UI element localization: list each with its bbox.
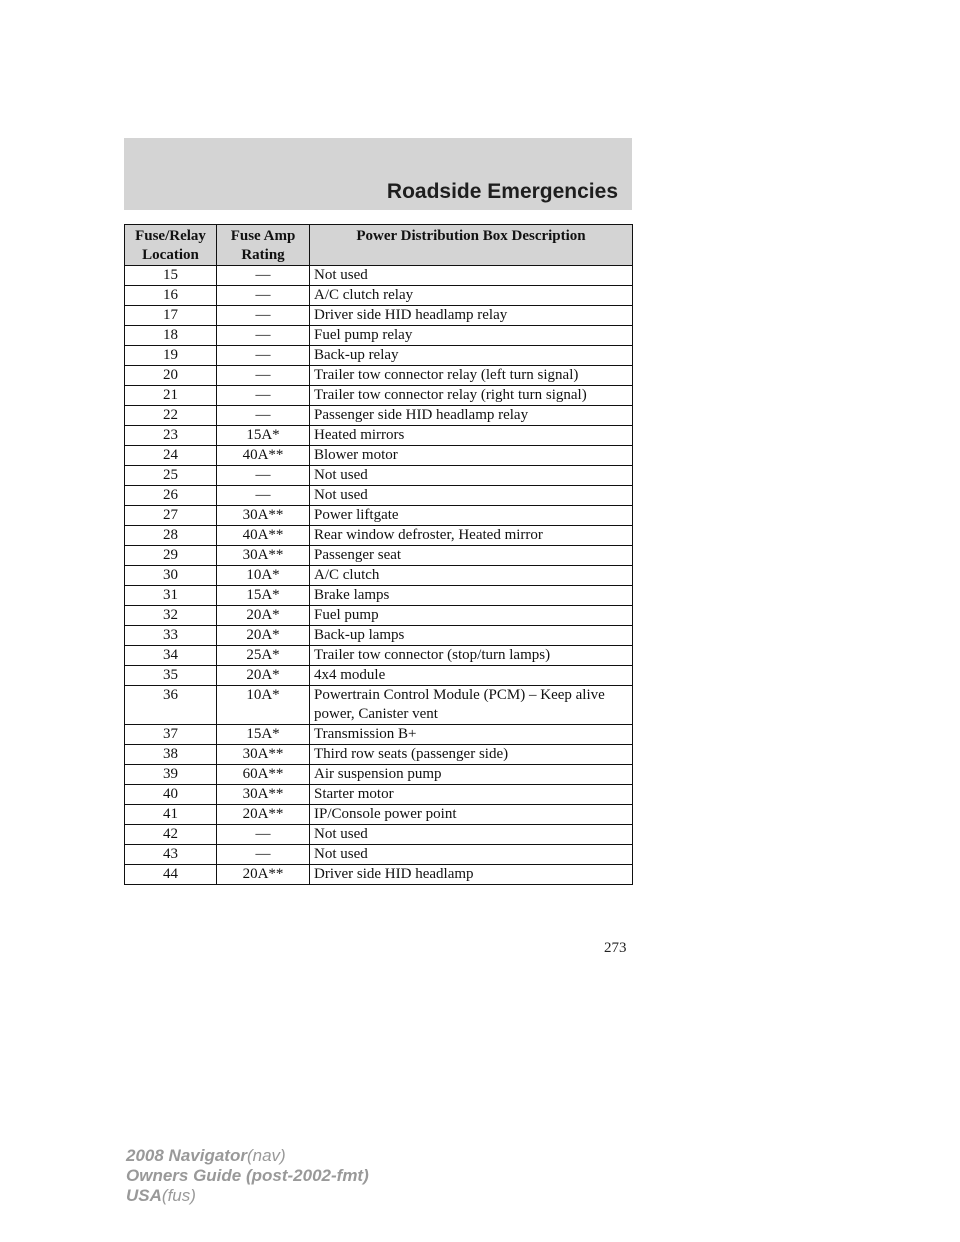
cell-amp-rating: 30A** (217, 546, 310, 566)
footer-line-1 (126, 1146, 369, 1166)
cell-location: 40 (125, 785, 217, 805)
cell-description: Trailer tow connector relay (left turn signal) (310, 366, 633, 386)
cell-description: Trailer tow connector (stop/turn lamps) (310, 646, 633, 666)
cell-amp-rating: 20A* (217, 606, 310, 626)
cell-location: 22 (125, 406, 217, 426)
table-row (125, 386, 633, 406)
cell-amp-rating: — (217, 366, 310, 386)
cell-location: 44 (125, 865, 217, 885)
cell-location: 43 (125, 845, 217, 865)
cell-location: 23 (125, 426, 217, 446)
cell-location: 27 (125, 506, 217, 526)
table-row (125, 406, 633, 426)
cell-description: Passenger seat (310, 546, 633, 566)
cell-location: 16 (125, 286, 217, 306)
column-header-amp: Fuse Amp Rating (217, 225, 310, 266)
cell-location: 18 (125, 326, 217, 346)
cell-description: Driver side HID headlamp relay (310, 306, 633, 326)
cell-location: 30 (125, 566, 217, 586)
cell-location: 32 (125, 606, 217, 626)
footer-market-code: (fus) (161, 1186, 196, 1205)
cell-description: Not used (310, 486, 633, 506)
cell-location: 20 (125, 366, 217, 386)
cell-location: 28 (125, 526, 217, 546)
cell-location: 41 (125, 805, 217, 825)
cell-description: Not used (310, 266, 633, 286)
cell-description: Driver side HID headlamp (310, 865, 633, 885)
cell-amp-rating: — (217, 286, 310, 306)
table-header-row (125, 225, 633, 266)
cell-amp-rating: 10A* (217, 686, 310, 725)
cell-amp-rating: — (217, 386, 310, 406)
cell-description: Back-up lamps (310, 626, 633, 646)
cell-description: Starter motor (310, 785, 633, 805)
cell-amp-rating: 20A* (217, 626, 310, 646)
cell-location: 42 (125, 825, 217, 845)
table-row (125, 586, 633, 606)
cell-amp-rating: — (217, 486, 310, 506)
cell-amp-rating: 30A** (217, 745, 310, 765)
table-row (125, 466, 633, 486)
cell-location: 31 (125, 586, 217, 606)
document-footer (126, 1146, 369, 1206)
table-row (125, 805, 633, 825)
cell-location: 39 (125, 765, 217, 785)
cell-location: 24 (125, 446, 217, 466)
table-row (125, 785, 633, 805)
cell-description: Not used (310, 825, 633, 845)
table-row (125, 626, 633, 646)
cell-location: 35 (125, 666, 217, 686)
column-header-location: Fuse/Relay Location (125, 225, 217, 266)
cell-amp-rating: 60A** (217, 765, 310, 785)
cell-amp-rating: 15A* (217, 725, 310, 745)
cell-location: 17 (125, 306, 217, 326)
footer-model-code: (nav) (246, 1146, 286, 1165)
cell-amp-rating: 20A** (217, 865, 310, 885)
footer-market: USA (126, 1186, 162, 1205)
cell-description: IP/Console power point (310, 805, 633, 825)
table-row (125, 865, 633, 885)
table-row (125, 306, 633, 326)
cell-description: 4x4 module (310, 666, 633, 686)
cell-description: Power liftgate (310, 506, 633, 526)
table-row (125, 666, 633, 686)
cell-location: 26 (125, 486, 217, 506)
table-row (125, 266, 633, 286)
cell-location: 36 (125, 686, 217, 725)
cell-location: 33 (125, 626, 217, 646)
cell-location: 34 (125, 646, 217, 666)
cell-description: Passenger side HID headlamp relay (310, 406, 633, 426)
table-row (125, 546, 633, 566)
cell-description: Transmission B+ (310, 725, 633, 745)
table-row (125, 825, 633, 845)
cell-description: Blower motor (310, 446, 633, 466)
cell-amp-rating: 30A** (217, 785, 310, 805)
cell-amp-rating: 20A** (217, 805, 310, 825)
table-row (125, 366, 633, 386)
cell-amp-rating: — (217, 466, 310, 486)
cell-description: Air suspension pump (310, 765, 633, 785)
fuse-table-body (125, 266, 633, 885)
cell-description: Trailer tow connector relay (right turn signal) (310, 386, 633, 406)
column-header-description: Power Distribution Box Description (310, 225, 633, 266)
table-row (125, 486, 633, 506)
table-row (125, 686, 633, 725)
table-row (125, 526, 633, 546)
table-row (125, 606, 633, 626)
table-row (125, 446, 633, 466)
cell-amp-rating: 15A* (217, 426, 310, 446)
table-row (125, 725, 633, 745)
cell-amp-rating: 40A** (217, 526, 310, 546)
footer-line-2 (126, 1166, 369, 1186)
cell-amp-rating: — (217, 326, 310, 346)
cell-description: Fuel pump relay (310, 326, 633, 346)
table-row (125, 286, 633, 306)
cell-description: Fuel pump (310, 606, 633, 626)
cell-amp-rating: — (217, 266, 310, 286)
table-row (125, 346, 633, 366)
table-row (125, 765, 633, 785)
cell-description: Third row seats (passenger side) (310, 745, 633, 765)
cell-amp-rating: 40A** (217, 446, 310, 466)
cell-amp-rating: 30A** (217, 506, 310, 526)
cell-amp-rating: — (217, 825, 310, 845)
fuse-table (124, 224, 633, 885)
cell-description: Rear window defroster, Heated mirror (310, 526, 633, 546)
cell-description: Not used (310, 845, 633, 865)
table-row (125, 566, 633, 586)
section-title: Roadside Emergencies (386, 180, 618, 203)
cell-amp-rating: — (217, 406, 310, 426)
page-number: 273 (604, 940, 627, 956)
table-row (125, 745, 633, 765)
cell-description: Back-up relay (310, 346, 633, 366)
cell-amp-rating: 25A* (217, 646, 310, 666)
cell-location: 25 (125, 466, 217, 486)
section-header-band (124, 138, 632, 210)
cell-amp-rating: 10A* (217, 566, 310, 586)
table-row (125, 326, 633, 346)
cell-location: 21 (125, 386, 217, 406)
cell-description: A/C clutch (310, 566, 633, 586)
cell-description: A/C clutch relay (310, 286, 633, 306)
footer-model: 2008 Navigator (126, 1146, 247, 1165)
cell-amp-rating: — (217, 306, 310, 326)
cell-location: 38 (125, 745, 217, 765)
cell-location: 37 (125, 725, 217, 745)
cell-amp-rating: 20A* (217, 666, 310, 686)
table-row (125, 506, 633, 526)
table-row (125, 845, 633, 865)
cell-description: Powertrain Control Module (PCM) – Keep alive power, Canister vent (310, 686, 633, 725)
table-row (125, 646, 633, 666)
cell-amp-rating: — (217, 346, 310, 366)
cell-description: Brake lamps (310, 586, 633, 606)
footer-guide: Owners Guide (post-2002-fmt) (126, 1166, 369, 1185)
table-row (125, 426, 633, 446)
cell-location: 29 (125, 546, 217, 566)
cell-amp-rating: — (217, 845, 310, 865)
cell-location: 19 (125, 346, 217, 366)
cell-description: Not used (310, 466, 633, 486)
footer-line-3 (126, 1186, 369, 1206)
cell-location: 15 (125, 266, 217, 286)
cell-description: Heated mirrors (310, 426, 633, 446)
cell-amp-rating: 15A* (217, 586, 310, 606)
